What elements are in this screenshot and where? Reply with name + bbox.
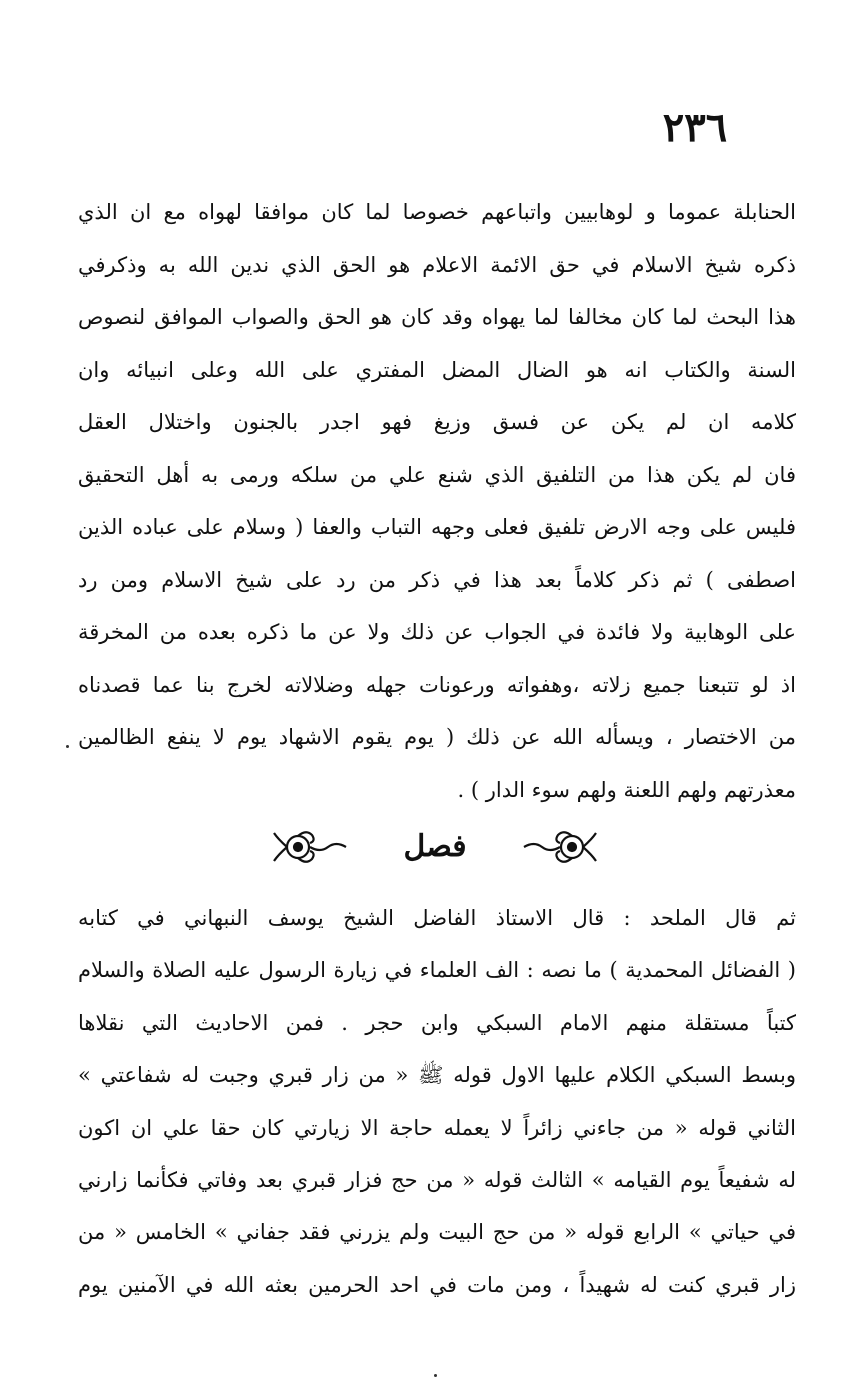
page-number: ٢٣٦ <box>662 104 728 151</box>
text-line: كتباً مستقلة منهم الامام السبكي وابن حجر . فمن الاحاديث التي نقلاها <box>78 1010 796 1035</box>
text-line: اصطفى ) ثم ذكر كلاماً بعد هذا في ذكر من رد على شيخ الاسلام ومن رد <box>78 567 796 592</box>
section-heading-ornament <box>270 812 600 882</box>
text-line: الثاني قوله « من جاءني زائراً لا يعمله حاجة الا زيارتي كان حقا علي ان اكون <box>78 1115 796 1140</box>
text-line: ثم قال الملحد : قال الاستاذ الفاضل الشيخ يوسف النبهاني في كتابه <box>78 906 796 930</box>
ink-speck <box>434 1374 437 1377</box>
left-flourish-icon <box>270 819 350 875</box>
section-title: فصل <box>403 829 467 864</box>
text-line: وبسط السبكي الكلام عليها الاول قوله ﷺ « من زار قبري وجبت له شفاعتي » <box>78 1063 796 1088</box>
ink-speck <box>66 745 69 748</box>
paragraph-1 <box>78 186 796 816</box>
text-line: على الوهابية ولا فائدة في الجواب عن ذلك ولا عن ما ذكره بعده من المخرقة <box>78 620 796 644</box>
text-line: له شفيعاً يوم القيامه » الثالث قوله « من حج فزار قبري بعد وفاتي فكأنما زارني <box>78 1167 796 1192</box>
text-line: ( الفضائل المحمدية ) ما نصه : الف العلماء في زيارة الرسول عليه الصلاة والسلام <box>78 958 796 983</box>
text-line: من الاختصار ، ويسأله الله عن ذلك ( يوم يقوم الاشهاد يوم لا ينفع الظالمين <box>78 725 796 749</box>
text-line: معذرتهم ولهم اللعنة ولهم سوء الدار ) . <box>457 777 796 802</box>
right-flourish-icon <box>520 819 600 875</box>
text-line: هذا البحث لما كان مخالفا لما يهواه وقد كان هو الحق والصواب الموافق لنصوص <box>78 305 796 329</box>
text-line: فان لم يكن هذا من التلفيق الذي شنع علي من سلكه ورمى به أهل التحقيق <box>78 462 796 487</box>
text-line: فليس على وجه الارض تلفيق فعلى وجهه التباب والعفا ( وسلام على عباده الذين <box>78 515 796 539</box>
text-line: السنة والكتاب انه هو الضال المضل المفتري على الله وعلى انبيائه وان <box>78 357 796 382</box>
text-line: زار قبري كنت له شهيداً ، ومن مات في احد الحرمين بعثه الله في الآمنين يوم <box>78 1272 796 1297</box>
paragraph-2 <box>78 892 796 1311</box>
text-line: اذ لو تتبعنا جميع زلاته ،وهفواته ورعونات جهله وضلالاته لخرج بنا عما قصدناه <box>78 672 796 697</box>
text-line: كلامه ان لم يكن عن فسق وزيغ فهو اجدر بالجنون واختلال العقل <box>78 410 796 434</box>
text-line: الحنابلة عموما و لوهابيين واتباعهم خصوصا لما كان موافقا لهواه مع ان الذي <box>78 200 796 224</box>
text-line: في حياتي » الرابع قوله « من حج البيت ولم يزرني فقد جفاني » الخامس « من <box>78 1220 796 1245</box>
text-line: ذكره شيخ الاسلام في حق الائمة الاعلام هو الحق الذي ندين الله به وذكرفي <box>78 252 796 277</box>
